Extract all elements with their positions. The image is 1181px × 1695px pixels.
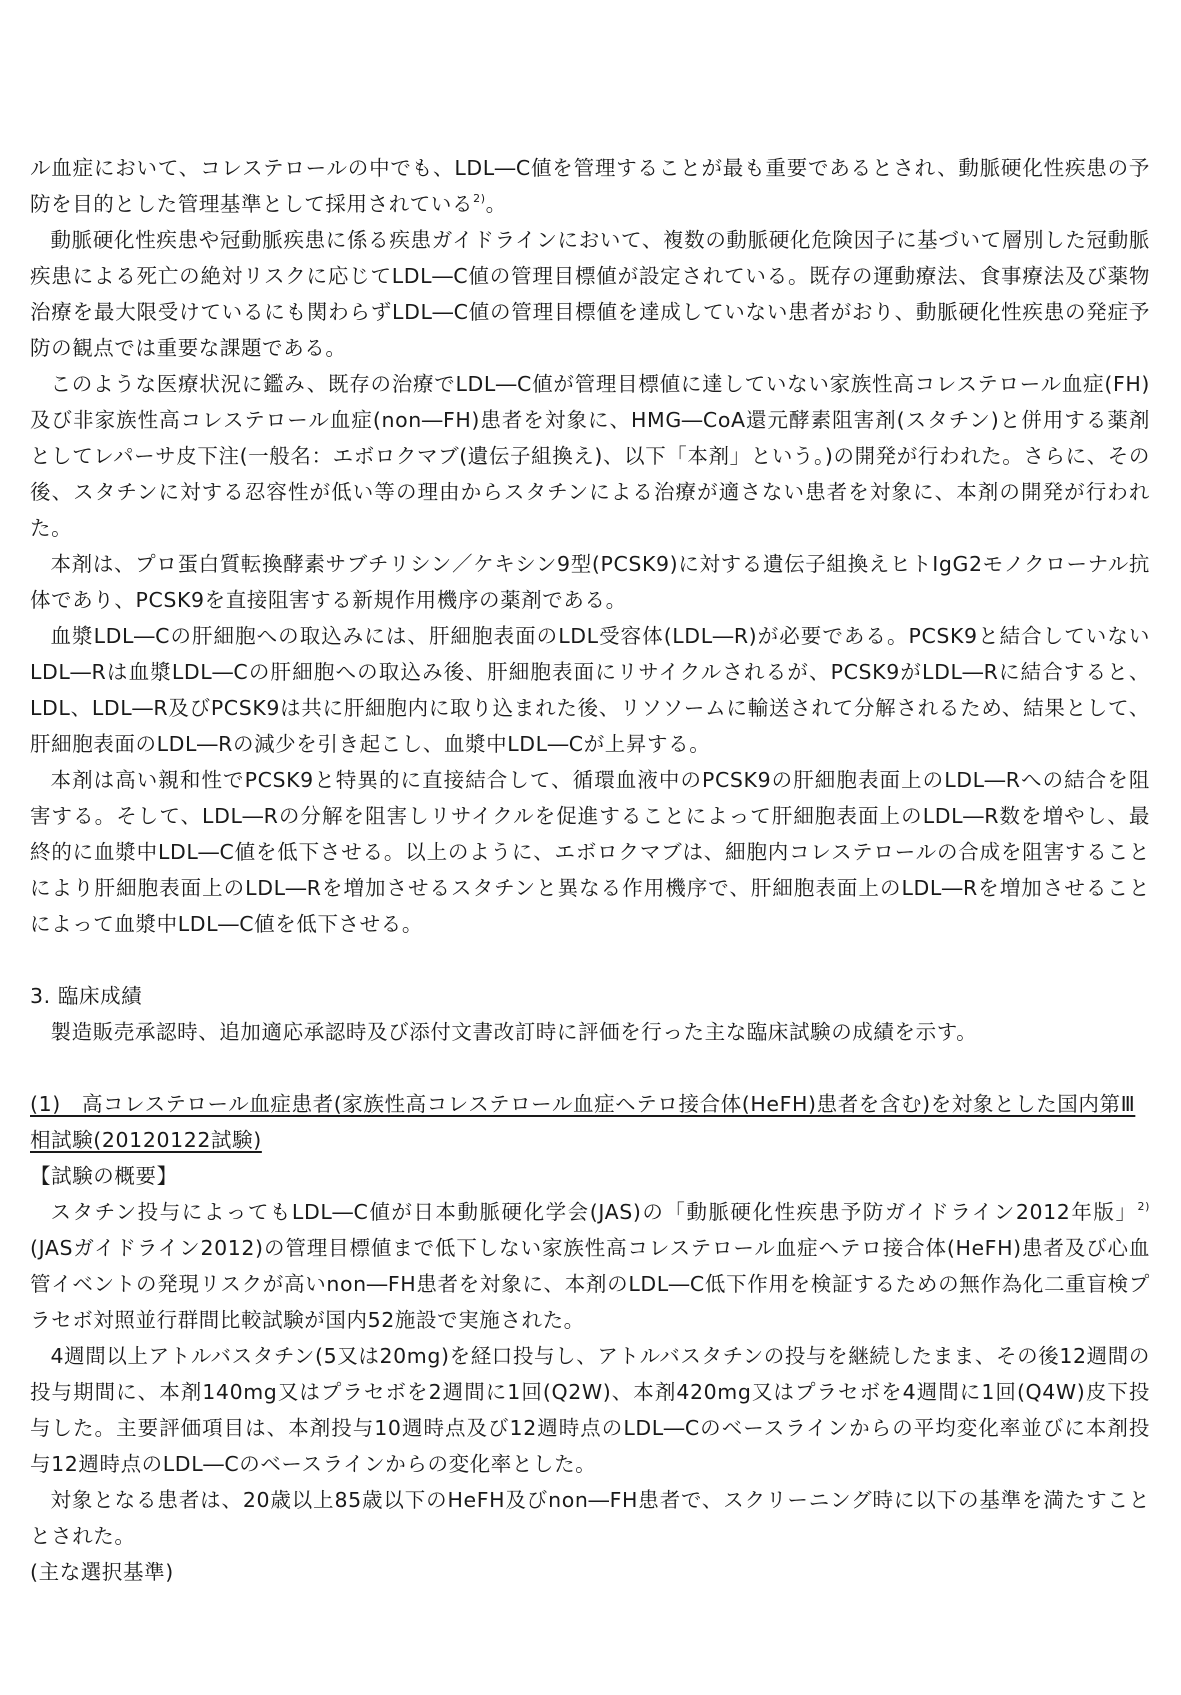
intro-paragraph-6: 本剤は高い親和性でPCSK9と特異的に直接結合して、循環血液中のPCSK9の肝細胞表面上のLDL―Rへの結合を阻害する。そして、LDL―Rの分解を阻害しリサイクルを促進することによって肝細胞表面上のLDL―R数を増やし、最終的に血漿中LDL―C値を低下させる。以上のように、エボロクマブは、細胞内コレステロールの合成を阻害することにより肝細胞表面上のLDL―Rを増加させるスタチンと異なる作用機序で、肝細胞表面上のLDL―Rを増加させることによって血漿中LDL―C値を低下させる。: [30, 768, 1150, 936]
section-3-heading: 3. 臨床成績: [30, 984, 143, 1008]
intro-paragraph-1: [30, 150, 1150, 222]
citation-superscript: 2): [1137, 1200, 1150, 1213]
trial-paragraph-2: 4週間以上アトルバスタチン(5又は20mg)を経口投与し、アトルバスタチンの投与を継続したまま、その後12週間の投与期間に、本剤140mg又はプラセボを2週間に1回(Q2W)、本剤420mg又はプラセボを4週間に1回(Q4W)皮下投与した。主要評価項目は、本剤投与10週時点及び12週時点のLDL―Cのベースラインからの平均変化率並びに本剤投与12週時点のLDL―Cのベースラインからの変化率とした。: [30, 1344, 1150, 1476]
intro-paragraph-2: 動脈硬化性疾患や冠動脈疾患に係る疾患ガイドラインにおいて、複数の動脈硬化危険因子に基づいて層別した冠動脈疾患による死亡の絶対リスクに応じてLDL―C値の管理目標値が設定されている。既存の運動療法、食事療法及び薬物治療を最大限受けているにも関わらずLDL―C値の管理目標値を達成していない患者がおり、動脈硬化性疾患の発症予防の観点では重要な課題である。: [30, 228, 1150, 360]
section-3-body: 製造販売承認時、追加適応承認時及び添付文書改訂時に評価を行った主な臨床試験の成績を示す。: [50, 1020, 978, 1044]
trial-paragraph-1-text: スタチン投与によってもLDL―C値が日本動脈硬化学会(JAS)の「動脈硬化性疾患予防ガイドライン2012年版」: [50, 1200, 1138, 1224]
intro-paragraph-4: 本剤は、プロ蛋白質転換酵素サブチリシン／ケキシン9型(PCSK9)に対する遺伝子組換えヒトIgG2モノクローナル抗体であり、PCSK9を直接阻害する新規作用機序の薬剤である。: [30, 552, 1150, 612]
citation-superscript: 2): [473, 192, 486, 205]
trial-paragraph-1: [30, 1194, 1150, 1338]
intro-paragraph-1-end: 。: [485, 192, 507, 216]
spacer: [30, 1050, 1150, 1086]
trial-overview-heading: 【試験の概要】: [30, 1164, 178, 1188]
spacer: [30, 942, 1150, 978]
trial-paragraph-1-rest: (JASガイドライン2012)の管理目標値まで低下しない家族性高コレステロール血症ヘテロ接合体(HeFH)患者及び心血管イベントの発現リスクが高いnon―FH患者を対象に、本剤のLDL―C低下作用を検証するための無作為化二重盲検プラセボ対照並行群間比較試験が国内52施設で実施された。: [30, 1236, 1150, 1332]
intro-paragraph-1-text: ル血症において、コレステロールの中でも、LDL―C値を管理することが最も重要であるとされ、動脈硬化性疾患の予防を目的とした管理基準として採用されている: [30, 156, 1150, 216]
trial-paragraph-3: 対象となる患者は、20歳以上85歳以下のHeFH及びnon―FH患者で、スクリーニング時に以下の基準を満たすこととされた。: [30, 1488, 1150, 1548]
criteria-heading: (主な選択基準): [30, 1560, 174, 1584]
document-page: [30, 150, 1150, 1590]
trial-1-title: (1) 高コレステロール血症患者(家族性高コレステロール血症ヘテロ接合体(HeFH)患者を含む)を対象とした国内第Ⅲ相試験(20120122試験): [30, 1092, 1136, 1152]
intro-paragraph-5: 血漿LDL―Cの肝細胞への取込みには、肝細胞表面のLDL受容体(LDL―R)が必要である。PCSK9と結合していないLDL―Rは血漿LDL―Cの肝細胞への取込み後、肝細胞表面にリサイクルされるが、PCSK9がLDL―Rに結合すると、LDL、LDL―R及びPCSK9は共に肝細胞内に取り込まれた後、リソソームに輸送されて分解されるため、結果として、肝細胞表面のLDL―Rの減少を引き起こし、血漿中LDL―Cが上昇する。: [30, 624, 1150, 756]
intro-paragraph-3: このような医療状況に鑑み、既存の治療でLDL―C値が管理目標値に達していない家族性高コレステロール血症(FH)及び非家族性高コレステロール血症(non―FH)患者を対象に、HMG―CoA還元酵素阻害剤(スタチン)と併用する薬剤としてレパーサ皮下注(一般名：エボロクマブ(遺伝子組換え)、以下「本剤」という。)の開発が行われた。さらに、その後、スタチンに対する忍容性が低い等の理由からスタチンによる治療が適さない患者を対象に、本剤の開発が行われた。: [30, 372, 1150, 540]
